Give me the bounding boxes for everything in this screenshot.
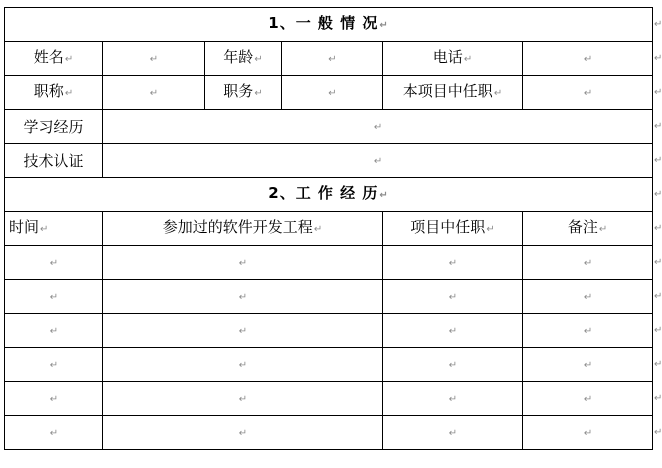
work-role-header: 项目中任职	[410, 218, 486, 236]
work-row	[5, 348, 653, 382]
project-role-label: 本项目中任职	[402, 82, 493, 100]
info-row-title	[5, 76, 653, 110]
age-label-cell	[205, 42, 282, 76]
work-projects-header: 参加过的软件开发工程	[162, 218, 313, 236]
work-projects-cell[interactable]	[103, 382, 383, 416]
position-value-cell[interactable]	[282, 76, 383, 110]
study-label-cell	[5, 110, 103, 144]
name-label-cell	[5, 42, 103, 76]
paragraph-mark-icon: ↵	[49, 428, 59, 439]
work-time-header: 时间	[9, 218, 40, 236]
row-end-mark-icon: ↵	[654, 189, 662, 200]
work-role-cell[interactable]	[383, 382, 523, 416]
work-notes-cell[interactable]	[523, 246, 653, 280]
work-row	[5, 314, 653, 348]
age-value-cell[interactable]	[282, 42, 383, 76]
paragraph-mark-icon: ↵	[254, 54, 263, 65]
paragraph-mark-icon: ↵	[373, 122, 383, 133]
work-role-header-cell	[383, 212, 523, 246]
work-time-cell[interactable]	[5, 382, 103, 416]
info-row-name	[5, 42, 653, 76]
paragraph-mark-icon: ↵	[328, 88, 337, 99]
position-label-cell	[205, 76, 282, 110]
cert-value-cell[interactable]	[103, 144, 653, 178]
work-notes-cell[interactable]	[523, 314, 653, 348]
title-value-cell[interactable]	[103, 76, 205, 110]
paragraph-mark-icon: ↵	[238, 394, 248, 405]
work-notes-header: 备注	[567, 218, 598, 236]
work-time-header-cell	[5, 212, 103, 246]
work-notes-cell[interactable]	[523, 348, 653, 382]
work-time-cell[interactable]	[5, 246, 103, 280]
row-end-mark-icon: ↵	[654, 325, 662, 336]
work-notes-cell[interactable]	[523, 416, 653, 450]
phone-label: 电话	[432, 48, 463, 66]
title-label-cell	[5, 76, 103, 110]
paragraph-mark-icon: ↵	[448, 394, 458, 405]
row-end-mark-icon: ↵	[654, 393, 662, 404]
work-projects-cell[interactable]	[103, 348, 383, 382]
row-end-mark-icon: ↵	[654, 291, 662, 302]
paragraph-mark-icon: ↵	[448, 258, 458, 269]
study-value-cell[interactable]	[103, 110, 653, 144]
paragraph-mark-icon: ↵	[583, 360, 593, 371]
work-notes-header-cell	[523, 212, 653, 246]
paragraph-mark-icon: ↵	[583, 292, 593, 303]
row-end-mark-icon: ↵	[654, 257, 662, 268]
paragraph-mark-icon: ↵	[373, 156, 383, 167]
name-label: 姓名	[33, 48, 64, 66]
paragraph-mark-icon: ↵	[583, 326, 593, 337]
position-label: 职务	[223, 82, 254, 100]
row-end-mark-icon: ↵	[654, 359, 662, 370]
work-projects-header-cell	[103, 212, 383, 246]
paragraph-mark-icon: ↵	[49, 292, 59, 303]
paragraph-mark-icon: ↵	[49, 258, 59, 269]
work-role-cell[interactable]	[383, 314, 523, 348]
section-work-row	[5, 178, 653, 212]
paragraph-mark-icon: ↵	[463, 54, 473, 65]
paragraph-mark-icon: ↵	[49, 394, 59, 405]
paragraph-mark-icon: ↵	[149, 88, 159, 99]
cert-label: 技术认证	[23, 151, 84, 170]
section-general-title: 1、一 般 情 况	[268, 14, 379, 32]
work-role-cell[interactable]	[383, 280, 523, 314]
paragraph-mark-icon: ↵	[40, 224, 49, 235]
work-notes-cell[interactable]	[523, 382, 653, 416]
phone-value-cell[interactable]	[523, 42, 653, 76]
work-role-cell[interactable]	[383, 246, 523, 280]
work-time-cell[interactable]	[5, 416, 103, 450]
info-row-cert	[5, 144, 653, 178]
work-projects-cell[interactable]	[103, 416, 383, 450]
work-projects-cell[interactable]	[103, 280, 383, 314]
paragraph-mark-icon: ↵	[238, 360, 248, 371]
row-end-mark-icon: ↵	[654, 87, 662, 98]
work-notes-cell[interactable]	[523, 280, 653, 314]
paragraph-mark-icon: ↵	[49, 326, 59, 337]
paragraph-mark-icon: ↵	[49, 360, 59, 371]
paragraph-mark-icon: ↵	[238, 292, 248, 303]
row-end-mark-icon: ↵	[654, 155, 662, 166]
work-row	[5, 382, 653, 416]
section-general-row	[5, 8, 653, 42]
row-end-mark-icon: ↵	[654, 121, 662, 132]
row-end-mark-icon: ↵	[654, 223, 662, 234]
section-work-cell	[5, 178, 653, 212]
study-label: 学习经历	[23, 117, 84, 136]
phone-label-cell	[383, 42, 523, 76]
title-label: 职称	[33, 82, 64, 100]
cert-label-cell	[5, 144, 103, 178]
paragraph-mark-icon: ↵	[328, 54, 337, 65]
section-general-cell	[5, 8, 653, 42]
work-time-cell[interactable]	[5, 348, 103, 382]
info-row-study	[5, 110, 653, 144]
age-label: 年龄	[223, 48, 254, 66]
paragraph-mark-icon: ↵	[448, 360, 458, 371]
paragraph-mark-icon: ↵	[583, 394, 593, 405]
work-time-cell[interactable]	[5, 280, 103, 314]
paragraph-mark-icon: ↵	[583, 258, 593, 269]
project-role-value-cell[interactable]	[523, 76, 653, 110]
paragraph-mark-icon: ↵	[379, 20, 389, 31]
work-header-row	[5, 212, 653, 246]
work-time-cell[interactable]	[5, 314, 103, 348]
work-projects-cell[interactable]	[103, 246, 383, 280]
work-projects-cell[interactable]	[103, 314, 383, 348]
paragraph-mark-icon: ↵	[64, 54, 74, 65]
project-role-label-cell	[383, 76, 523, 110]
paragraph-mark-icon: ↵	[448, 326, 458, 337]
paragraph-mark-icon: ↵	[493, 88, 503, 99]
section-work-title: 2、工 作 经 历	[268, 184, 379, 202]
resume-form-table	[4, 7, 653, 450]
paragraph-mark-icon: ↵	[379, 190, 389, 201]
paragraph-mark-icon: ↵	[486, 224, 495, 235]
work-rows-body	[5, 246, 653, 450]
paragraph-mark-icon: ↵	[448, 292, 458, 303]
paragraph-mark-icon: ↵	[238, 326, 248, 337]
paragraph-mark-icon: ↵	[254, 88, 263, 99]
paragraph-mark-icon: ↵	[149, 54, 159, 65]
row-end-mark-icon: ↵	[654, 427, 662, 438]
work-row	[5, 416, 653, 450]
work-role-cell[interactable]	[383, 416, 523, 450]
work-role-cell[interactable]	[383, 348, 523, 382]
paragraph-mark-icon: ↵	[583, 428, 593, 439]
paragraph-mark-icon: ↵	[583, 54, 593, 65]
paragraph-mark-icon: ↵	[598, 224, 608, 235]
row-end-mark-icon: ↵	[654, 53, 662, 64]
work-row	[5, 280, 653, 314]
paragraph-mark-icon: ↵	[64, 88, 74, 99]
paragraph-mark-icon: ↵	[583, 88, 593, 99]
paragraph-mark-icon: ↵	[238, 428, 248, 439]
paragraph-mark-icon: ↵	[448, 428, 458, 439]
paragraph-mark-icon: ↵	[313, 224, 323, 235]
work-row	[5, 246, 653, 280]
row-end-mark-icon: ↵	[654, 19, 662, 30]
name-value-cell[interactable]	[103, 42, 205, 76]
paragraph-mark-icon: ↵	[238, 258, 248, 269]
